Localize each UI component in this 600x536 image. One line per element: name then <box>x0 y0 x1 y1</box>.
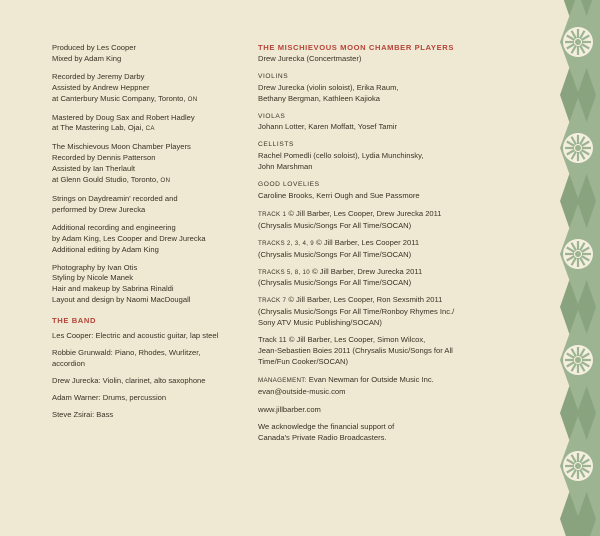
track-credit: Jean-Sebastien Boies 2011 (Chrysalis Music/Songs for All <box>258 345 453 355</box>
track-credit: (Chrysalis Music/Songs For All Time/SOCAN) <box>258 278 412 288</box>
player-line: John Marshman <box>258 162 313 172</box>
concertmaster: Drew Jurecka (Concertmaster) <box>258 53 362 63</box>
credit-line: Additional editing by Adam King <box>52 244 159 254</box>
track-credit: Sony ATV Music Publishing/SOCAN) <box>258 318 382 328</box>
credit-line: Strings on Daydreamin' recorded and <box>52 193 178 203</box>
credit-line: Photography by Ivan Otis <box>52 262 138 272</box>
credit-line: Mastered by Doug Sax and Robert Hadley <box>52 112 195 122</box>
credit-line: performed by Drew Jurecka <box>52 204 146 214</box>
track-credit: Track 11 © Jill Barber, Les Cooper, Simon Wilcox, <box>258 335 426 345</box>
decorative-border <box>530 0 600 536</box>
player-line: Johann Lotter, Karen Moffatt, Yosef Tamir <box>258 122 398 132</box>
management-email: evan@outside-music.com <box>258 386 346 396</box>
credit-line: The Mischievous Moon Chamber Players <box>52 142 191 152</box>
band-member: Les Cooper: Electric and acoustic guitar, lap steel <box>52 331 219 341</box>
band-member: Drew Jurecka: Violin, clarinet, alto saxophone <box>52 375 206 385</box>
track-credit: TRACKS 2, 3, 4, 9 © Jill Barber, Les Cooper 2011 <box>258 237 420 247</box>
player-line: Caroline Brooks, Kerri Ough and Sue Passmore <box>258 190 420 200</box>
track-credit: (Chrysalis Music/Songs For All Time/SOCAN) <box>258 220 412 230</box>
credit-line: Layout and design by Naomi MacDougall <box>52 295 191 305</box>
cellists-label: CELLISTS <box>258 141 294 149</box>
credits-column <box>52 43 242 420</box>
track-credit: TRACK 1 © Jill Barber, Les Cooper, Drew Jurecka 2011 <box>258 208 442 218</box>
credit-line: at Glenn Gould Studio, Toronto, ON <box>52 175 171 185</box>
band-member: Steve Zsirai: Bass <box>52 409 114 419</box>
track-credit: Time/Fun Cooker/SOCAN) <box>258 356 349 366</box>
good-lovelies-label: GOOD LOVELIES <box>258 181 320 189</box>
track-credit: TRACK 7 © Jill Barber, Les Cooper, Ron Sexsmith 2011 <box>258 295 443 305</box>
band-heading: THE BAND <box>52 316 97 326</box>
track-credit: (Chrysalis Music/Songs For All Time/SOCAN) <box>258 249 412 259</box>
players-column <box>258 43 520 444</box>
acknowledgement: Canada's Private Radio Broadcasters. <box>258 433 387 443</box>
player-line: Rachel Pomedli (cello soloist), Lydia Munchinsky, <box>258 151 424 161</box>
credit-line: Additional recording and engineering <box>52 222 176 232</box>
management-line: MANAGEMENT: Evan Newman for Outside Music Inc. <box>258 374 434 384</box>
credit-line: by Adam King, Les Cooper and Drew Jurecka <box>52 233 206 243</box>
player-line: Bethany Bergman, Kathleen Kajioka <box>258 93 381 103</box>
ensemble-title: THE MISCHIEVOUS MOON CHAMBER PLAYERS <box>258 43 454 52</box>
violins-label: VIOLINS <box>258 72 289 80</box>
credit-line: Mixed by Adam King <box>52 53 122 63</box>
credit-line: Recorded by Dennis Patterson <box>52 153 156 163</box>
credit-line: at Canterbury Music Company, Toronto, ON <box>52 93 198 103</box>
credit-line: Styling by Nicole Manek <box>52 273 134 283</box>
band-member: Adam Warner: Drums, percussion <box>52 392 167 402</box>
track-credit: (Chrysalis Music/Songs For All Time/Ronboy Rhymes Inc./ <box>258 307 455 317</box>
acknowledgement: We acknowledge the financial support of <box>258 422 395 432</box>
website: www.jillbarber.com <box>258 404 321 414</box>
violas-label: VIOLAS <box>258 112 286 120</box>
credit-line: Recorded by Jeremy Darby <box>52 71 145 81</box>
credit-line: Assisted by Ian Therlault <box>52 164 136 174</box>
band-member: accordion <box>52 358 85 368</box>
player-line: Drew Jurecka (violin soloist), Erika Raum, <box>258 82 399 92</box>
credit-line: Produced by Les Cooper <box>52 43 137 52</box>
track-credit: TRACKS 5, 8, 10 © Jill Barber, Drew Jurecka 2011 <box>258 266 423 276</box>
credit-line: Hair and makeup by Sabrina Rinaldi <box>52 284 174 294</box>
band-member: Robbie Grunwald: Piano, Rhodes, Wurlitzer, <box>52 347 201 357</box>
credit-line: at The Mastering Lab, Ojai, CA <box>52 123 155 133</box>
credit-line: Assisted by Andrew Heppner <box>52 82 150 92</box>
